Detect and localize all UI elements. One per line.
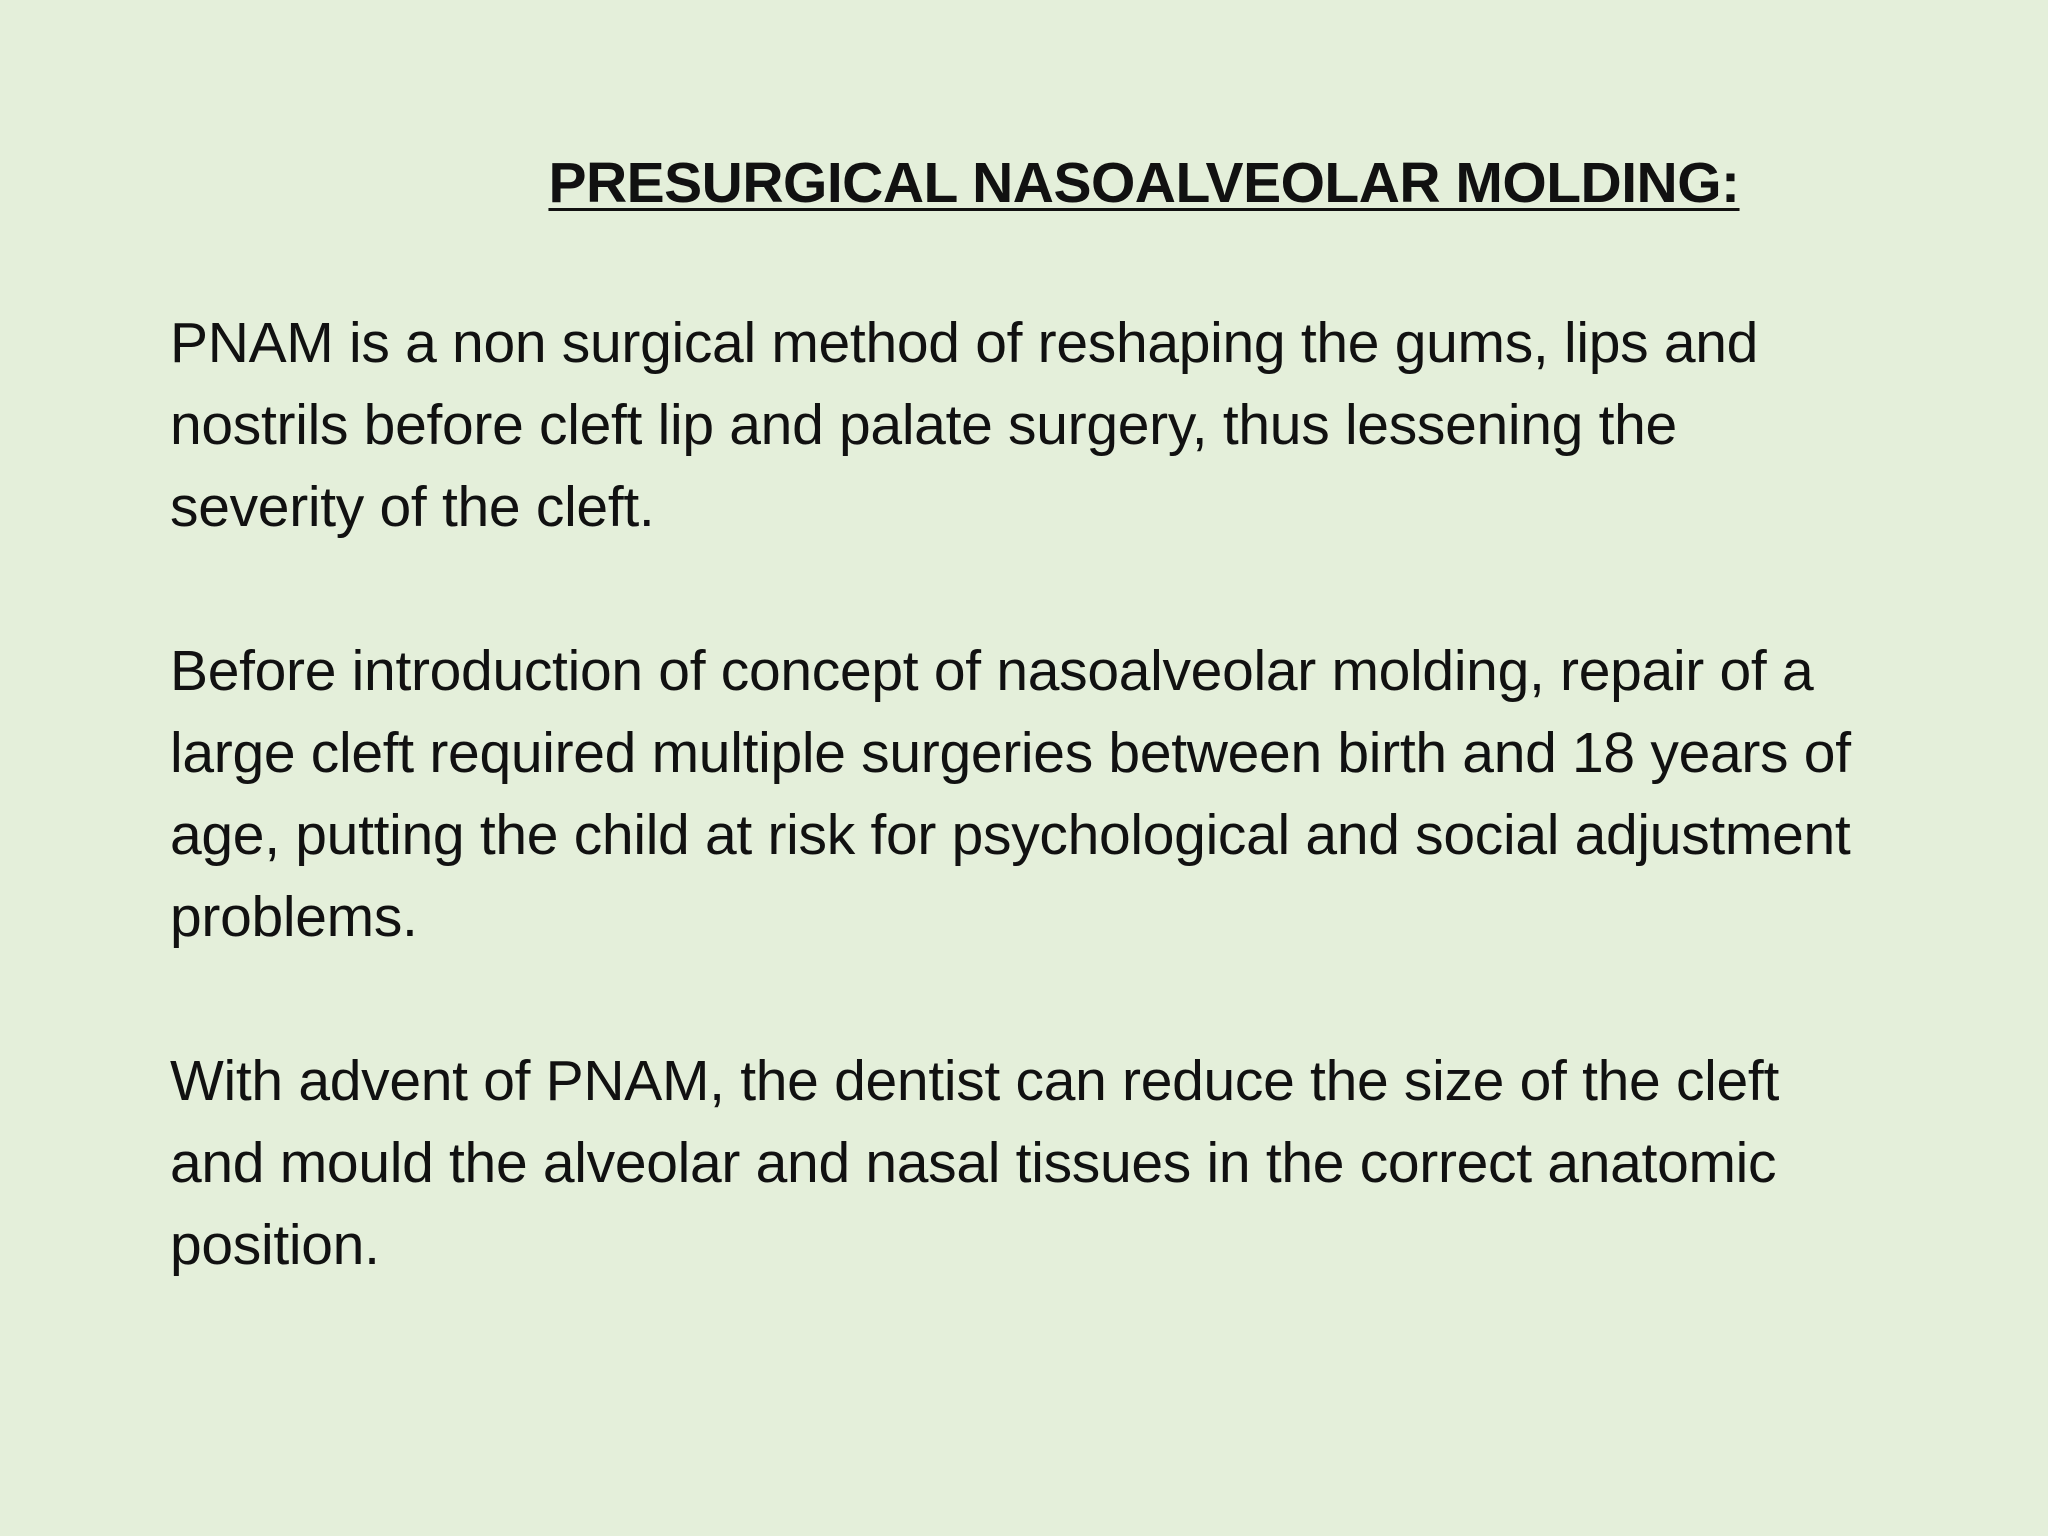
paragraph-advent: With advent of PNAM, the dentist can reduce the size of the cleft and mould the alveolar and nasal tissues in the correct anatomic position. bbox=[170, 1049, 1780, 1277]
paragraph-pnam-definition: PNAM is a non surgical method of reshaping the gums, lips and nostrils before cleft lip and palate surgery, thus lessening the severity of the cleft. bbox=[170, 311, 1759, 539]
paragraph-history: Before introduction of concept of nasoalveolar molding, repair of a large cleft required multiple surgeries between birth and 18 years of age, putting the child at risk for psychological and social adjustment problems. bbox=[170, 639, 1851, 949]
slide-title: PRESURGICAL NASOALVEOLAR MOLDING: bbox=[548, 151, 1740, 215]
